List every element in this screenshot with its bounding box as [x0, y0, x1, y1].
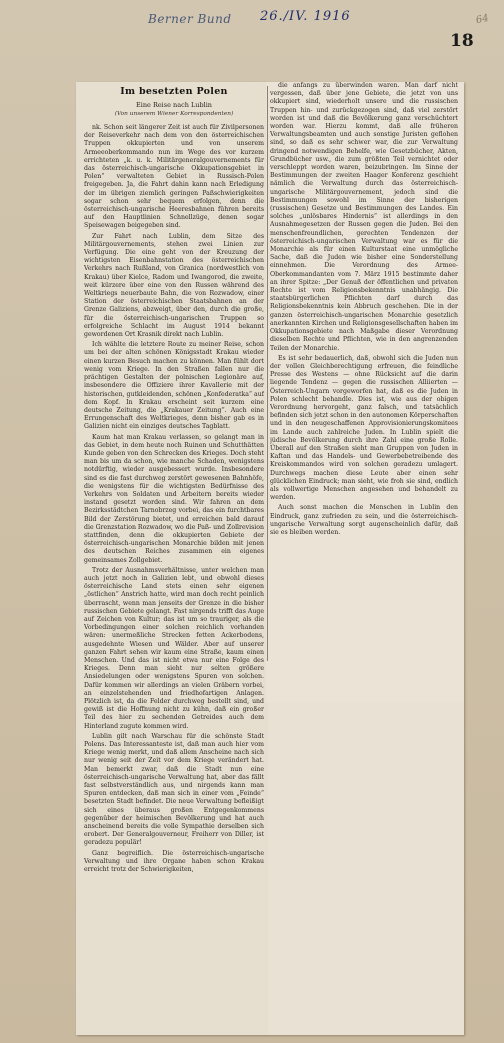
newspaper-source-label: Berner Bund — [148, 12, 232, 26]
article-paragraph: nk. Schon seit längerer Zeit ist auch für Zivilpersonen der Reiseverkehr nach dem von den österreichischen Truppen okkupierten und von unserem Armeeoberkommando nun im Wege des vor kurzem errichteten „k. u. k. Militärgeneralgouvernements für das österreichisch-ungarische Okkupationsgebiet in Polen“ verwalteten Gebiet in Russisch-Polen freigegeben. Ja, die Fahrt dahin kann nach Erledigung der im übrigen ziemlich geringen Paßschwierigkeiten sogar schon sehr bequem erfolgen, denn die österreichisch-ungarische Heeresbahnen führen bereits auf den Hauptlinien Schnellzüge, denen sogar Speisewagen beigegeben sind. — [84, 124, 264, 230]
article-right-column — [270, 82, 458, 667]
header-strip — [0, 0, 504, 51]
article-paragraph: die anfangs zu überwinden waren. Man darf nicht vergessen, daß über jene Gebiete, die jetzt von uns okkupiert sind, wiederholt unsere und die russischen Truppen hin- und zurückgezogen sind, daß viel zerstört worden ist und daß die Bevölkerung ganz verschüchtert worden war. Hierzu kommt, daß alle früheren Verwaltungsbeamten und auch sonstige Juristen geflohen sind, so daß es sehr schwer war, die zur Verwaltung dringend notwendigen Behelfe, wie Gesetzbücher, Akten, Grundbücher usw., die zum größten Teil vernichtet oder verschleppt worden waren, beizubringen. Im Sinne der Bestimmungen der zweiten Haager Konferenz geschieht nämlich die Verwaltung durch das österreichisch-ungarische Militärgouvernement, jedoch sind die Bestimmungen sowohl im Sinne der bisherigen (russischen) Gesetze und Bestimmungen des Landes. Ein solches „unlösbares Hindernis“ ist allerdings in den Ausnahmegesetzen der Russen gegen die Juden. Bei den menschenfreundlichen, gerechten Tendenzen der österreichisch-ungarischen Verwaltung war es für die Monarchie als für einen Kulturstaat eine unmögliche Sache, daß die Juden wie bisher eine Sonderstellung einnehmen. Die Verordnung des Armee-Oberkommandanten vom 7. März 1915 bestimmte daher an ihrer Spitze: „Der Genuß der öffentlichen und privaten Rechte ist vom Religionsbekenntnis unabhängig. Die staatsbürgerlichen Pflichten darf durch das Religionsbekenntnis kein Abbruch geschehen. Die in der ganzen österreichisch-ungarischen Monarchie gesetzlich anerkannten Kirchen und Religionsgesellschaften haben im Okkupationsgebiete nach Maßgabe dieser Verordnung dieselben Rechte und Pflichten, wie in den angrenzenden Teilen der Monarchie. — [270, 82, 458, 352]
article-paragraph: Kaum hat man Krakau verlassen, so gelangt man in das Gebiet, in dem heute noch Ruinen und Schutthätten Kunde geben von den Schrecken des Krieges. Doch steht man bis um da schon, wie manche Schaden, wenigstens notdürftig, wieder ausgebessert wurde. Insbesondere sind es die fast durchweg zerstört gewesenen Bahnhöfe, die wenigstens für die wichtigsten Bedürfnisse des Verkehrs von Soldaten und Arbeitern bereits wieder instand gesetzt worden sind. Wir fahren an dem Bezirksstädtchen Tarnobrzeg vorbei, das ein furchtbares Bild der Zerstörung bietet, und erreichen bald darauf die Grenzstation Rozwadow, wo die Paß- und Zollrevision stattfinden, denn die okkupierten Gebiete der österreichisch-ungarischen Monarchie bilden mit jenen des deutschen Reiches zusammen ein eigenes gemeinsames Zollgebiet. — [84, 433, 264, 564]
article-subtitle: Eine Reise nach Lublin — [136, 101, 212, 109]
handwritten-date: 26./IV. 1916 — [260, 9, 351, 24]
article-paragraph: Trotz der Ausnahmsverhältnisse, unter welchen man auch jetzt noch in Galizien lebt, und obwohl dieses österreichische Land stets einen sehr eigenen „östlichen“ Anstrich hatte, wird man doch recht peinlich überrascht, wenn man jenseits der Grenze in die bisher russischen Gebiete gelangt. Fast nirgends trifft das Auge auf Zeichen von Kultur; das ist um so trauriger, als die Vorbedingungen einer solchen reichlich vorhanden wären: unermeßliche Strecken fetten Ackerbodens, ausgedehnte Wiesen und Wälder. Aber auf unserer ganzen Fahrt sehen wir kaum eine Straße, kaum einen Menschen. Und das ist nicht etwa nur eine Folge des Krieges. Denn man sieht nur selten größere Ansiedelungen oder wenigstens Spuren von solchen. Dafür kommen wir allerdings an vielen Gräbern vorbei, an einzelstehenden und friedhofartigen Anlagen. Plötzlich ist, da die Felder durchweg bestellt sind, und gewiß ist die Hoffnung nicht zu kühn, daß ein großer Teil des hier zu sechenden Getreides auch dem Hinterland zugute kommen wird. — [84, 566, 264, 730]
page-number: 18 — [450, 31, 474, 51]
article-paragraph: Ganz begreiflich. Die österreichisch-ungarische Verwaltung und ihre Organe haben schon Krakau erreicht trotz der Schwierigkeiten, — [84, 849, 264, 874]
article-paragraph: Es ist sehr bedauerlich, daß, obwohl sich die Juden nun der vollen Gleichberechtigung erfreuen, die feindliche Presse des Westens — ohne Rücksicht auf die darin liegende Tendenz — gegen die russischen Alliierten — Österreich-Ungarn vorgeworfen hat, daß es die Juden in Polen schlecht behandle. Dies ist, wie aus der obigen Verordnung hervorgeht, ganz falsch, und tatsächlich befinden sich jetzt schon in den autonomen Körperschaften und in den neugeschaffenen Approvisionierungskomitees im Lande auch zahlreiche Juden. In Lublin spielt die jüdische Bevölkerung durch ihre Zahl eine große Rolle. Überall auf den Straßen sieht man Gruppen von Juden in Kaftan und das Handels- und Gewerbebetreibende des Kreiskommandos wird von solchen geradezu umlagert. Durchwegs machen diese Leute aber einen sehr glücklichen Eindruck; man sieht, wie froh sie sind, endlich als vollwertige Menschen angesehen und behandelt zu werden. — [270, 354, 458, 502]
article-paragraph: Ich wählte die letztere Route zu meiner Reise, schon um bei der alten schönen Königsstadt Krakau wieder einen kurzen Besuch machen zu können. Man fühlt dort wenig vom Kriege. In den Straßen fallen nur die prächtigen Gestalten der polnischen Legionäre auf, insbesondere die Offiziere ihrer Kavallerie mit der historischen, gutkleidenden, schönen „Konfederatka“ auf dem Kopf. In Krakau erscheint seit kurzem eine deutsche Zeitung, die „Krakauer Zeitung“. Auch eine Errungenschaft des Weltkrieges, denn bisher gab es in Galizien nicht ein einziges deutsches Tagblatt. — [84, 341, 264, 431]
column-divider — [267, 86, 268, 661]
article-left-column — [84, 124, 264, 1029]
article-title: Im besetzten Polen — [120, 86, 228, 97]
article-paragraph: Lublin gilt nach Warschau für die schönste Stadt Polens. Das Interessanteste ist, daß man auch hier vom Kriege wenig merkt, und daß allem Anscheine nach sich nur wenig seit der Zeit vor dem Kriege verändert hat. Man bemerkt zwar, daß die Stadt nun eine österreichisch-ungarische Verwaltung hat, aber das fällt fast selbstverständlich aus, und nirgends kann man Spuren entdecken, daß man sich in einer vom „Feinde“ besetzten Stadt befindet. Die neue Verwaltung befleißigt sich eines überaus großen Entgegenkommens gegenüber der heimischen Bevölkerung und hat auch anscheinend bereits die volle Sympathie derselben sich erobert. Der Generalgouverneur, Freiherr von Diller, ist geradezu populär! — [84, 732, 264, 847]
article-paragraph: Auch sonst machen die Menschen in Lublin den Eindruck, ganz zufrieden zu sein, und die österreichisch-ungarische Verwaltung sorgt augenscheinlich dafür, daß sie es bleiben werden. — [270, 504, 458, 536]
article-paragraph: Zur Fahrt nach Lublin, dem Sitze des Militärgouvernements, stehen zwei Linien zur Verfügung. Die eine geht von der Kreuzung der wichtigsten Eisenbahnstation des österreichischen Verkehrs nach Rußland, von Granica (nordwestlich von Krakau) über Kielce, Radom und Iwangorod, die zweite, weit kürzere über eine von den Russen während des Weltkriegs neuerbaute Bahn, die von Rozwadow, einer Station der österreichischen Staatsbahnen an der Grenze Galiziens, abzweigt, über den, durch die große, für die österreichisch-ungarischen Truppen so erfolgreiche Schlacht im August 1914 bekannt gewordenen Ort Krasnik direkt nach Lublin. — [84, 232, 264, 339]
handwritten-corner-mark: 64 — [474, 12, 490, 27]
article-credit: (Von unserem Wiener Korrespondenten) — [114, 111, 234, 117]
